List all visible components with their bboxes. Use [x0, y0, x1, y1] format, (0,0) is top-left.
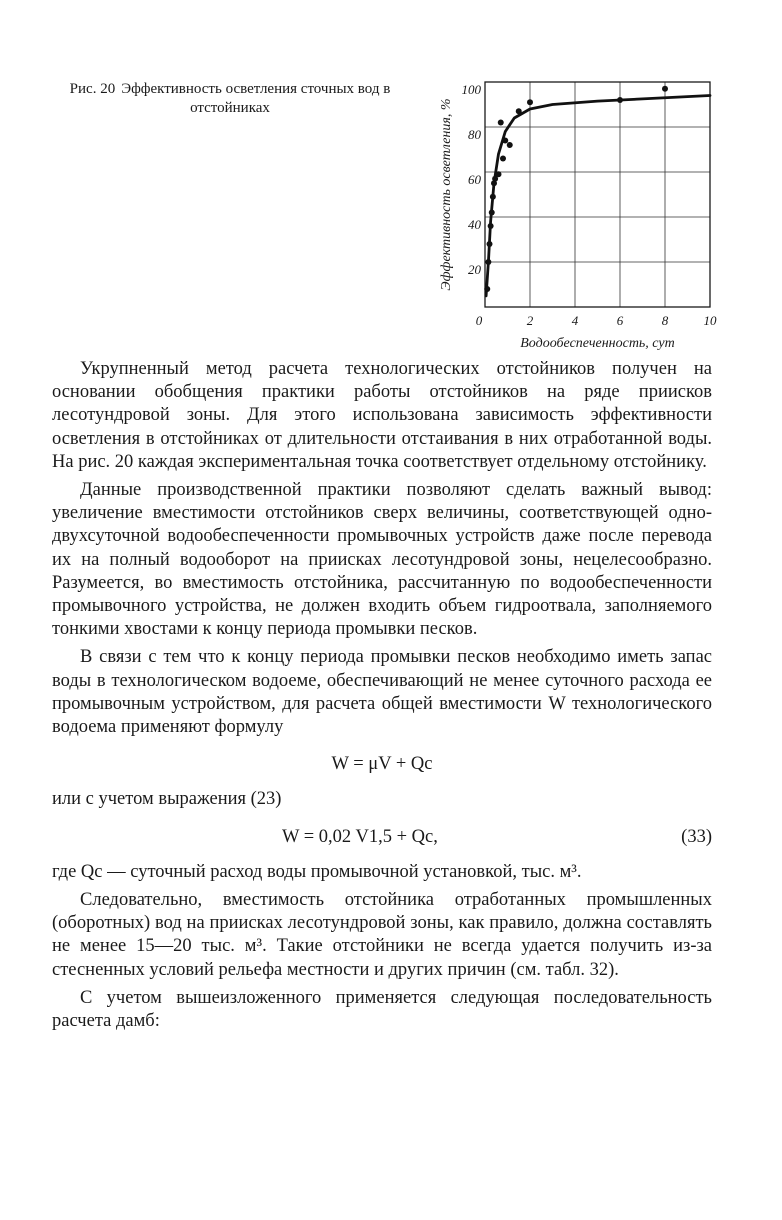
data-point [489, 210, 495, 216]
x-tick-label: 10 [703, 313, 717, 328]
formula-2-row [52, 826, 712, 849]
y-tick-label: 100 [461, 82, 481, 97]
data-point [484, 286, 490, 292]
x-tick-label: 8 [661, 313, 669, 328]
efficiency-chart [430, 70, 730, 350]
figure-number: Рис. 20 [69, 81, 116, 97]
paragraph-5: где Qс — суточный расход воды промывочной установкой, тыс. м³. [52, 861, 582, 882]
data-point [617, 97, 623, 103]
paragraph-6: Следовательно, вместимость отстойника отработанных промышленных (оборотных) вод на приисках лесотундровой зоны, как правило, должна составлять не менее 15—20 тыс. м³. Такие отстойники не всегда удается получить из-за стесненных условий рельефа местности и других причин (см. табл. 32). [52, 890, 712, 980]
body-text [52, 358, 712, 1033]
x-tick-label: 4 [571, 313, 579, 328]
formula-1: W = μV + Qс [331, 754, 433, 775]
data-point [500, 156, 506, 162]
y-tick-label: 80 [468, 127, 481, 142]
data-point [488, 223, 494, 229]
data-point [485, 259, 491, 265]
y-tick-label: 40 [468, 217, 481, 232]
x-tick-label: 6 [616, 313, 624, 328]
data-point [527, 99, 533, 105]
data-point [490, 194, 496, 200]
figure-caption [40, 80, 420, 118]
formula-2: W = 0,02 V1,5 + Qс, [282, 826, 438, 847]
x-axis-label: Водообеспеченность, сут [520, 336, 675, 350]
data-point [507, 142, 513, 148]
data-point [487, 241, 493, 247]
paragraph-7: С учетом вышеизложенного применяется следующая последовательность расчета дамб: [52, 987, 712, 1032]
x-tick-label: 2 [526, 313, 534, 328]
figure-caption-text: Эффективность осветления сточных вод в отстойниках [121, 81, 391, 116]
trend-curve [486, 96, 710, 296]
formula-2-number: (33) [681, 826, 712, 847]
paragraph-4: или с учетом выражения (23) [52, 789, 282, 810]
paragraph-1: Укрупненный метод расчета технологических отстойников получен на основании обобщения практики работы отстойников на ряде приисков лесотундровой зоны. Для этого использована зависимость эффективности осветления в отстойниках от длительности отстаивания в них отработанной воды. На рис. 20 каждая экспериментальная точка соответствует отдельному отстойнику. [52, 359, 712, 472]
data-point [496, 171, 502, 177]
paragraph-3: В связи с тем что к концу периода промывки песков необходимо иметь запас воды в технологическом водоеме, обеспечивающий не менее суточного расхода ее промывочным устройством, для расчета общей вместимости W технологического водоема применяют формулу [52, 647, 712, 738]
data-point [516, 108, 522, 114]
data-point [662, 86, 668, 92]
data-point [498, 120, 504, 126]
y-tick-label: 20 [468, 262, 481, 277]
y-axis-label: Эффективность осветления, % [439, 98, 454, 291]
data-point [502, 138, 508, 144]
x-tick-label: 0 [475, 313, 483, 328]
y-tick-label: 60 [468, 172, 481, 187]
paragraph-2: Данные производственной практики позволяют сделать важный вывод: увеличение вместимости отстойников сверх величины, соответствующей одно-двухсуточной водообеспеченности промывочных устройств даже после перевода их на полный водооборот на приисках лесотундровой зоны, нецелесообразно. Разумеется, во вместимость отстойника, рассчитанную по водообеспеченности промывочного устройства, не должен входить объем гидроотвала, заполняемого тонкими хвостами к концу периода промывки песков. [52, 480, 712, 640]
